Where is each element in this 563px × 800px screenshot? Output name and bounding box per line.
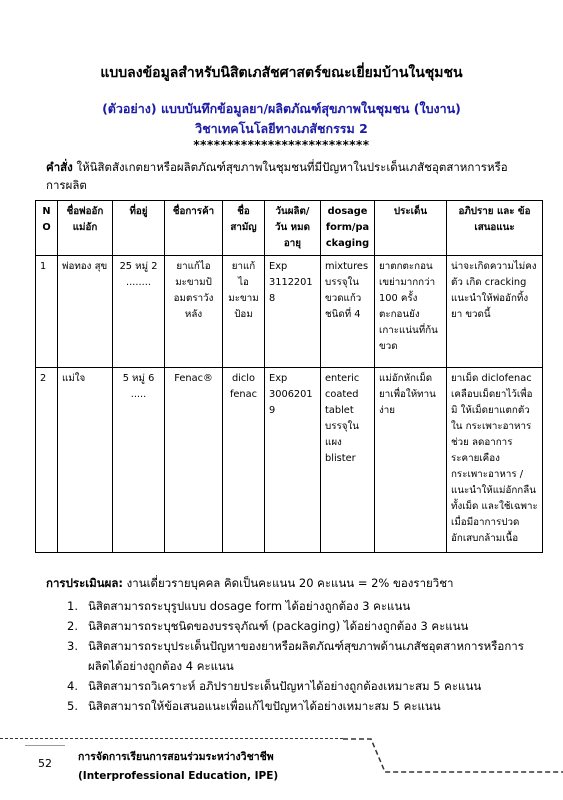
- cell-issue: ยาตกตะกอน เขย่ามากกว่า 100 ครั้ง ตะกอนยัง เกาะแน่นที่ก้น ขวด: [375, 256, 447, 368]
- table-row: [36, 256, 543, 368]
- footer-dashed-divider: [0, 738, 343, 739]
- footer-dashed-slope: [343, 738, 563, 774]
- cell-name: พ่อทอง สุข: [58, 256, 113, 368]
- cell-trade-name: Fenac®: [165, 368, 223, 553]
- cell-trade-name: ยาแก้ไอ มะขามป้ อมตราวัง หลัง: [165, 256, 223, 368]
- item-text: นิสิตสามารถระบุชนิดของบรรจุภัณฑ์ (packaging) ได้อย่างถูกต้อง 3 คะแนน: [88, 619, 469, 633]
- cell-dosage-form: enteric coated tablet บรรจุใน แผง blister: [321, 368, 375, 553]
- drug-record-table: [35, 200, 543, 553]
- list-item: [46, 636, 536, 676]
- cell-generic-name: ยาแก้ ไอ มะขาม ป้อม: [223, 256, 265, 368]
- cell-address: 5 หมู่ 6 .....: [113, 368, 165, 553]
- item-number: 4.: [67, 679, 78, 693]
- footer-line-1: การจัดการเรียนการสอนร่วมระหว่างวิชาชีพ: [78, 751, 274, 763]
- cell-discussion: น่าจะเกิดความไม่คง ตัว เกิด cracking แนะนำให้พ่ออักทิ้งยา ขวดนี้: [447, 256, 543, 368]
- col-header-generic-name: ชื่อ สามัญ: [223, 201, 265, 256]
- cell-discussion: ยาเม็ด diclofenac เคลือบเม็ดยาไว้เพื่อมิ ให้เม็ดยาแตกตัวใน กระเพาะอาหาร ช่วย ลดอาการระคายเคือง กระเพาะอาหาร / แนะนำให้แม่อักกลืน ทั้งเม็ด และใช้เฉพาะ เมื่อมีอาการปวด อักเสบกล้ามเนื้อ: [447, 368, 543, 553]
- item-text: นิสิตสามารถระบุรูปแบบ dosage form ได้อย่างถูกต้อง 3 คะแนน: [88, 599, 411, 613]
- col-header-name: ชื่อพ่ออัก แม่อัก: [58, 201, 113, 256]
- evaluation-section: [46, 574, 536, 716]
- col-header-no: N O: [36, 201, 58, 256]
- list-item: [46, 616, 536, 636]
- col-header-issue: ประเด็น: [375, 201, 447, 256]
- cell-no: 1: [36, 256, 58, 368]
- evaluation-text: งานเดี่ยวรายบุคคล คิดเป็นคะแนน 20 คะแนน = 2% ของรายวิชา: [126, 576, 454, 590]
- cell-name: แม่ใจ: [58, 368, 113, 553]
- star-divider: **************************: [193, 138, 370, 152]
- instruction-label: คำสั่ง: [46, 160, 73, 174]
- evaluation-label: การประเมินผล:: [46, 576, 124, 590]
- instruction: [46, 158, 516, 194]
- col-header-dates: วันผลิต/ วัน หมดอายุ: [265, 201, 321, 256]
- page-number: 52: [25, 745, 65, 786]
- course-name: วิชาเทคโนโลยีทางเภสัชกรรม 2: [195, 121, 368, 136]
- table-header-row: [36, 201, 543, 256]
- col-header-trade-name: ชื่อการค้า: [165, 201, 223, 256]
- page-title: แบบลงข้อมูลสำหรับนิสิตเภสัชศาสตร์ขณะเยี่ยมบ้านในชุมชน: [100, 65, 463, 81]
- evaluation-criteria-list: [46, 596, 536, 716]
- worksheet-subtitle: (ตัวอย่าง) แบบบันทึกข้อมูลยา/ผลิตภัณฑ์สุขภาพในชุมชน (ใบงาน): [102, 101, 461, 116]
- cell-no: 2: [36, 368, 58, 553]
- cell-dates: Exp 3006201 9: [265, 368, 321, 553]
- item-number: 2.: [67, 619, 78, 633]
- list-item: [46, 696, 536, 716]
- cell-dates: Exp 3112201 8: [265, 256, 321, 368]
- cell-dosage-form: mixtures บรรจุใน ขวดแก้ว ชนิดที่ 4: [321, 256, 375, 368]
- cell-issue: แม่อักหักเม็ด ยาเพื่อให้ทาน ง่าย: [375, 368, 447, 553]
- item-text: นิสิตสามารถให้ข้อเสนอแนะเพื่อแก้ไขปัญหาได้อย่างเหมาะสม 5 คะแนน: [88, 699, 441, 713]
- footer-text: [78, 748, 278, 786]
- item-text: นิสิตสามารถวิเคราะห์ อภิปรายประเด็นปัญหาได้อย่างถูกต้องเหมาะสม 5 คะแนน: [88, 679, 482, 693]
- item-number: 5.: [67, 699, 78, 713]
- list-item: [46, 676, 536, 696]
- evaluation-heading: [46, 574, 536, 592]
- item-text: นิสิตสามารถระบุประเด็นปัญหาของยาหรือผลิตภัณฑ์สุขภาพด้านเภสัชอุตสาหการหรือการผลิตได้อย่างถูกต้อง 4 คะแนน: [88, 639, 524, 673]
- col-header-dosage-form: dosage form/pa ckaging: [321, 201, 375, 256]
- col-header-discussion: อภิปราย และ ข้อเสนอแนะ: [447, 201, 543, 256]
- list-item: [46, 596, 536, 616]
- instruction-text: ให้นิสิตสังเกตยาหรือผลิตภัณฑ์สุขภาพในชุมชนที่มีปัญหาในประเด็นเภสัชอุตสาหการหรือการผลิต: [46, 160, 508, 192]
- cell-address: 25 หมู่ 2 ........: [113, 256, 165, 368]
- footer-line-2: (Interprofessional Education, IPE): [78, 770, 279, 782]
- item-number: 1.: [67, 599, 78, 613]
- col-header-address: ที่อยู่: [113, 201, 165, 256]
- item-number: 3.: [67, 639, 78, 653]
- table-row: [36, 368, 543, 553]
- cell-generic-name: diclo fenac: [223, 368, 265, 553]
